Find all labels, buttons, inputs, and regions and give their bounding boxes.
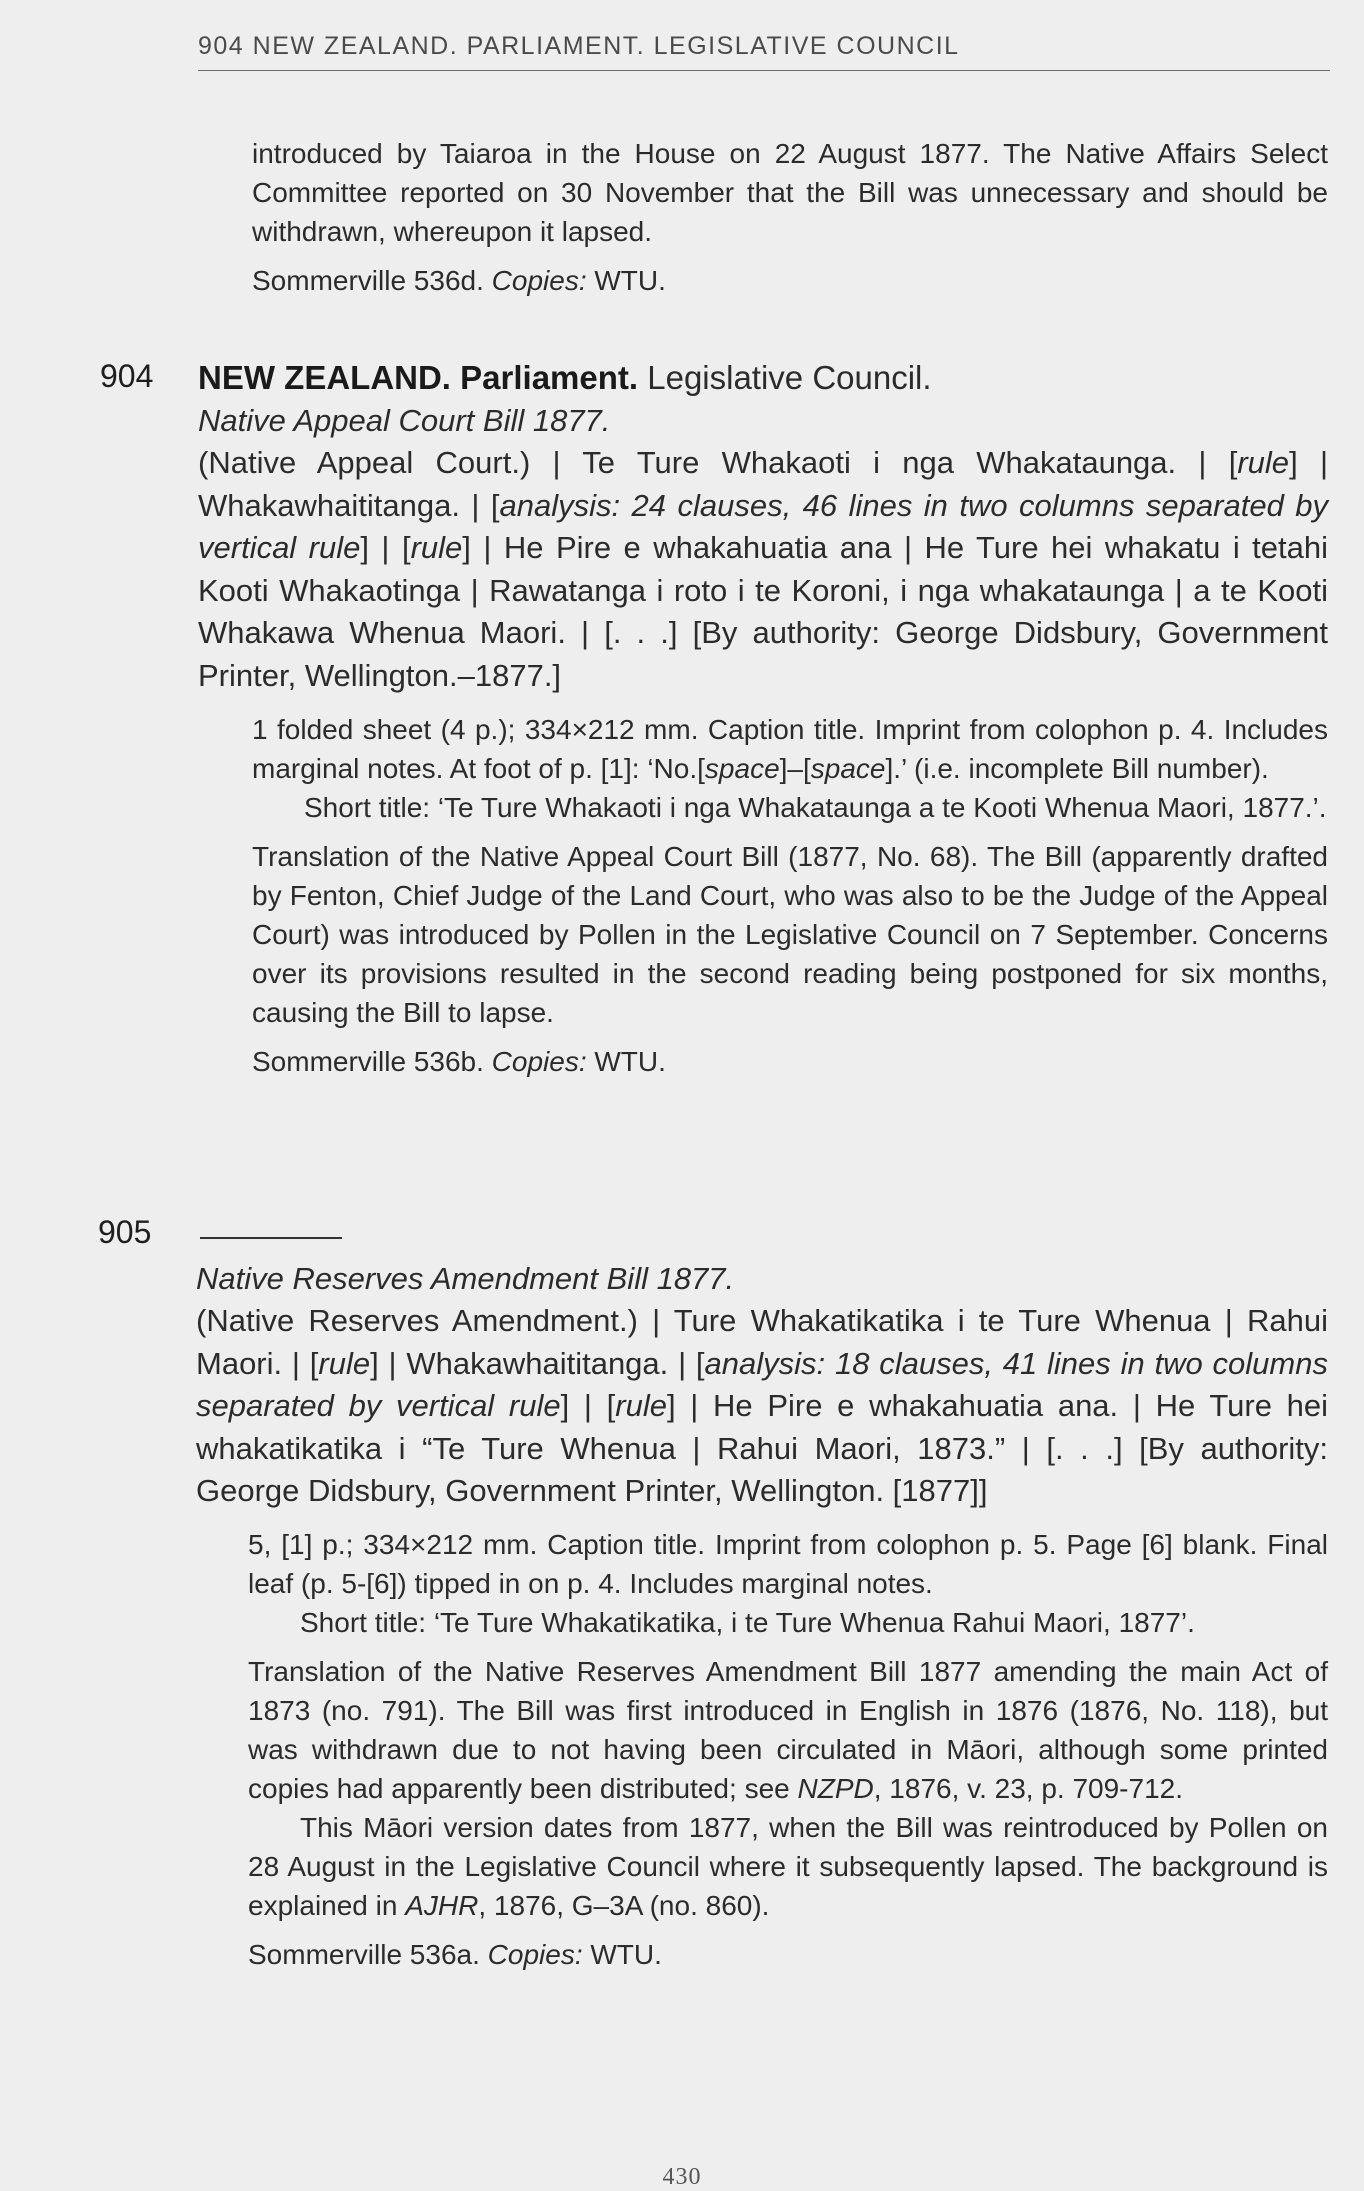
entry-904-short-title: Short title: ‘Te Ture Whakaoti i nga Whakataunga a te Kooti Whenua Maori, 1877.’. (304, 792, 1327, 823)
entry-905-short-title: Short title: ‘Te Ture Whakatikatika, i te Ture Whenua Rahui Maori, 1877’. (300, 1607, 1195, 1638)
entry-904 (198, 356, 1328, 697)
entry-904-transcription: (Native Appeal Court.) | Te Ture Whakaoti i nga Whakataunga. | [rule] | Whakawhaititanga. | [analysis: 24 clauses, 46 lines in two columns separated by vertical rule] | [rule] | He Pire e whakahuatia ana | He Ture hei whakatu i tetahi Kooti Whakaotinga | Rawatanga i roto i te Koroni, i nga whakataunga | a te Kooti Whakawa Whenua Maori. | [. . .] [By authority: George Didsbury, Government Printer, Wellington.–1877.] (198, 445, 1328, 693)
entry-904-source: Sommerville 536b. Copies: WTU. (252, 1046, 666, 1077)
entry-905-collation: 5, [1] p.; 334×212 mm. Caption title. Imprint from colophon p. 5. Page [6] blank. Final leaf (p. 5-[6]) tipped in on p. 4. Includes marginal notes. (248, 1529, 1328, 1599)
running-head: 904 NEW ZEALAND. PARLIAMENT. LEGISLATIVE COUNCIL (198, 32, 1330, 71)
page-number: 430 (662, 2164, 702, 2190)
entry-904-description (252, 710, 1328, 1081)
entry-905-transcription: (Native Reserves Amendment.) | Ture Whakatikatika i te Ture Whenua | Rahui Maori. | [rule] | Whakawhaititanga. | [analysis: 18 clauses, 41 lines in two columns separated by vertical rule] | [rule] | He Pire e whakahuatia ana. | He Ture hei whakatikatika i “Te Ture Whenua | Rahui Maori, 1873.” | [. . .] [By authority: George Didsbury, Government Printer, Wellington. [1877]] (196, 1303, 1329, 1508)
entry-904-title: Native Appeal Court Bill 1877. (198, 403, 611, 438)
entry-904-collation: 1 folded sheet (4 p.); 334×212 mm. Caption title. Imprint from colophon p. 4. Includes marginal notes. At foot of p. [1]: ‘No.[space]–[space].’ (i.e. incomplete Bill number). (252, 714, 1328, 784)
continuation-block (252, 134, 1328, 300)
entry-905-title: Native Reserves Amendment Bill 1877. (196, 1261, 735, 1296)
entry-905 (196, 1258, 1328, 1513)
continuation-note: introduced by Taiaroa in the House on 22 August 1877. The Native Affairs Select Committee reported on 30 November that the Bill was unnecessary and should be withdrawn, whereupon it lapsed. (252, 138, 1328, 247)
continuation-source: Sommerville 536d. Copies: WTU. (252, 265, 666, 296)
entry-904-note: Translation of the Native Appeal Court Bill (1877, No. 68). The Bill (apparently drafted by Fenton, Chief Judge of the Land Court, who was also to be the Judge of the Appeal Court) was introduced by Pollen in the Legislative Council on 7 September. Concerns over its provisions resulted in the second reading being postponed for six months, causing the Bill to lapse. (252, 841, 1328, 1028)
repeated-heading-rule (200, 1237, 342, 1239)
entry-904-heading: NEW ZEALAND. Parliament. Legislative Council. (198, 359, 932, 396)
entry-905-note-1: Translation of the Native Reserves Amendment Bill 1877 amending the main Act of 1873 (no. 791). The Bill was first introduced in English in 1876 (1876, No. 118), but was withdrawn due to not having been circulated in Māori, although some printed copies had apparently been distributed; see NZPD, 1876, v. 23, p. 709-712. (248, 1656, 1328, 1804)
entry-905-note-2: This Māori version dates from 1877, when the Bill was reintroduced by Pollen on 28 August in the Legislative Council where it subsequently lapsed. The background is explained in AJHR, 1876, G–3A (no. 860). (248, 1812, 1328, 1921)
entry-905-source: Sommerville 536a. Copies: WTU. (248, 1939, 662, 1970)
entry-905-description (248, 1525, 1328, 1974)
entry-number-905: 905 (98, 1214, 152, 1250)
entry-number-904: 904 (100, 358, 154, 394)
